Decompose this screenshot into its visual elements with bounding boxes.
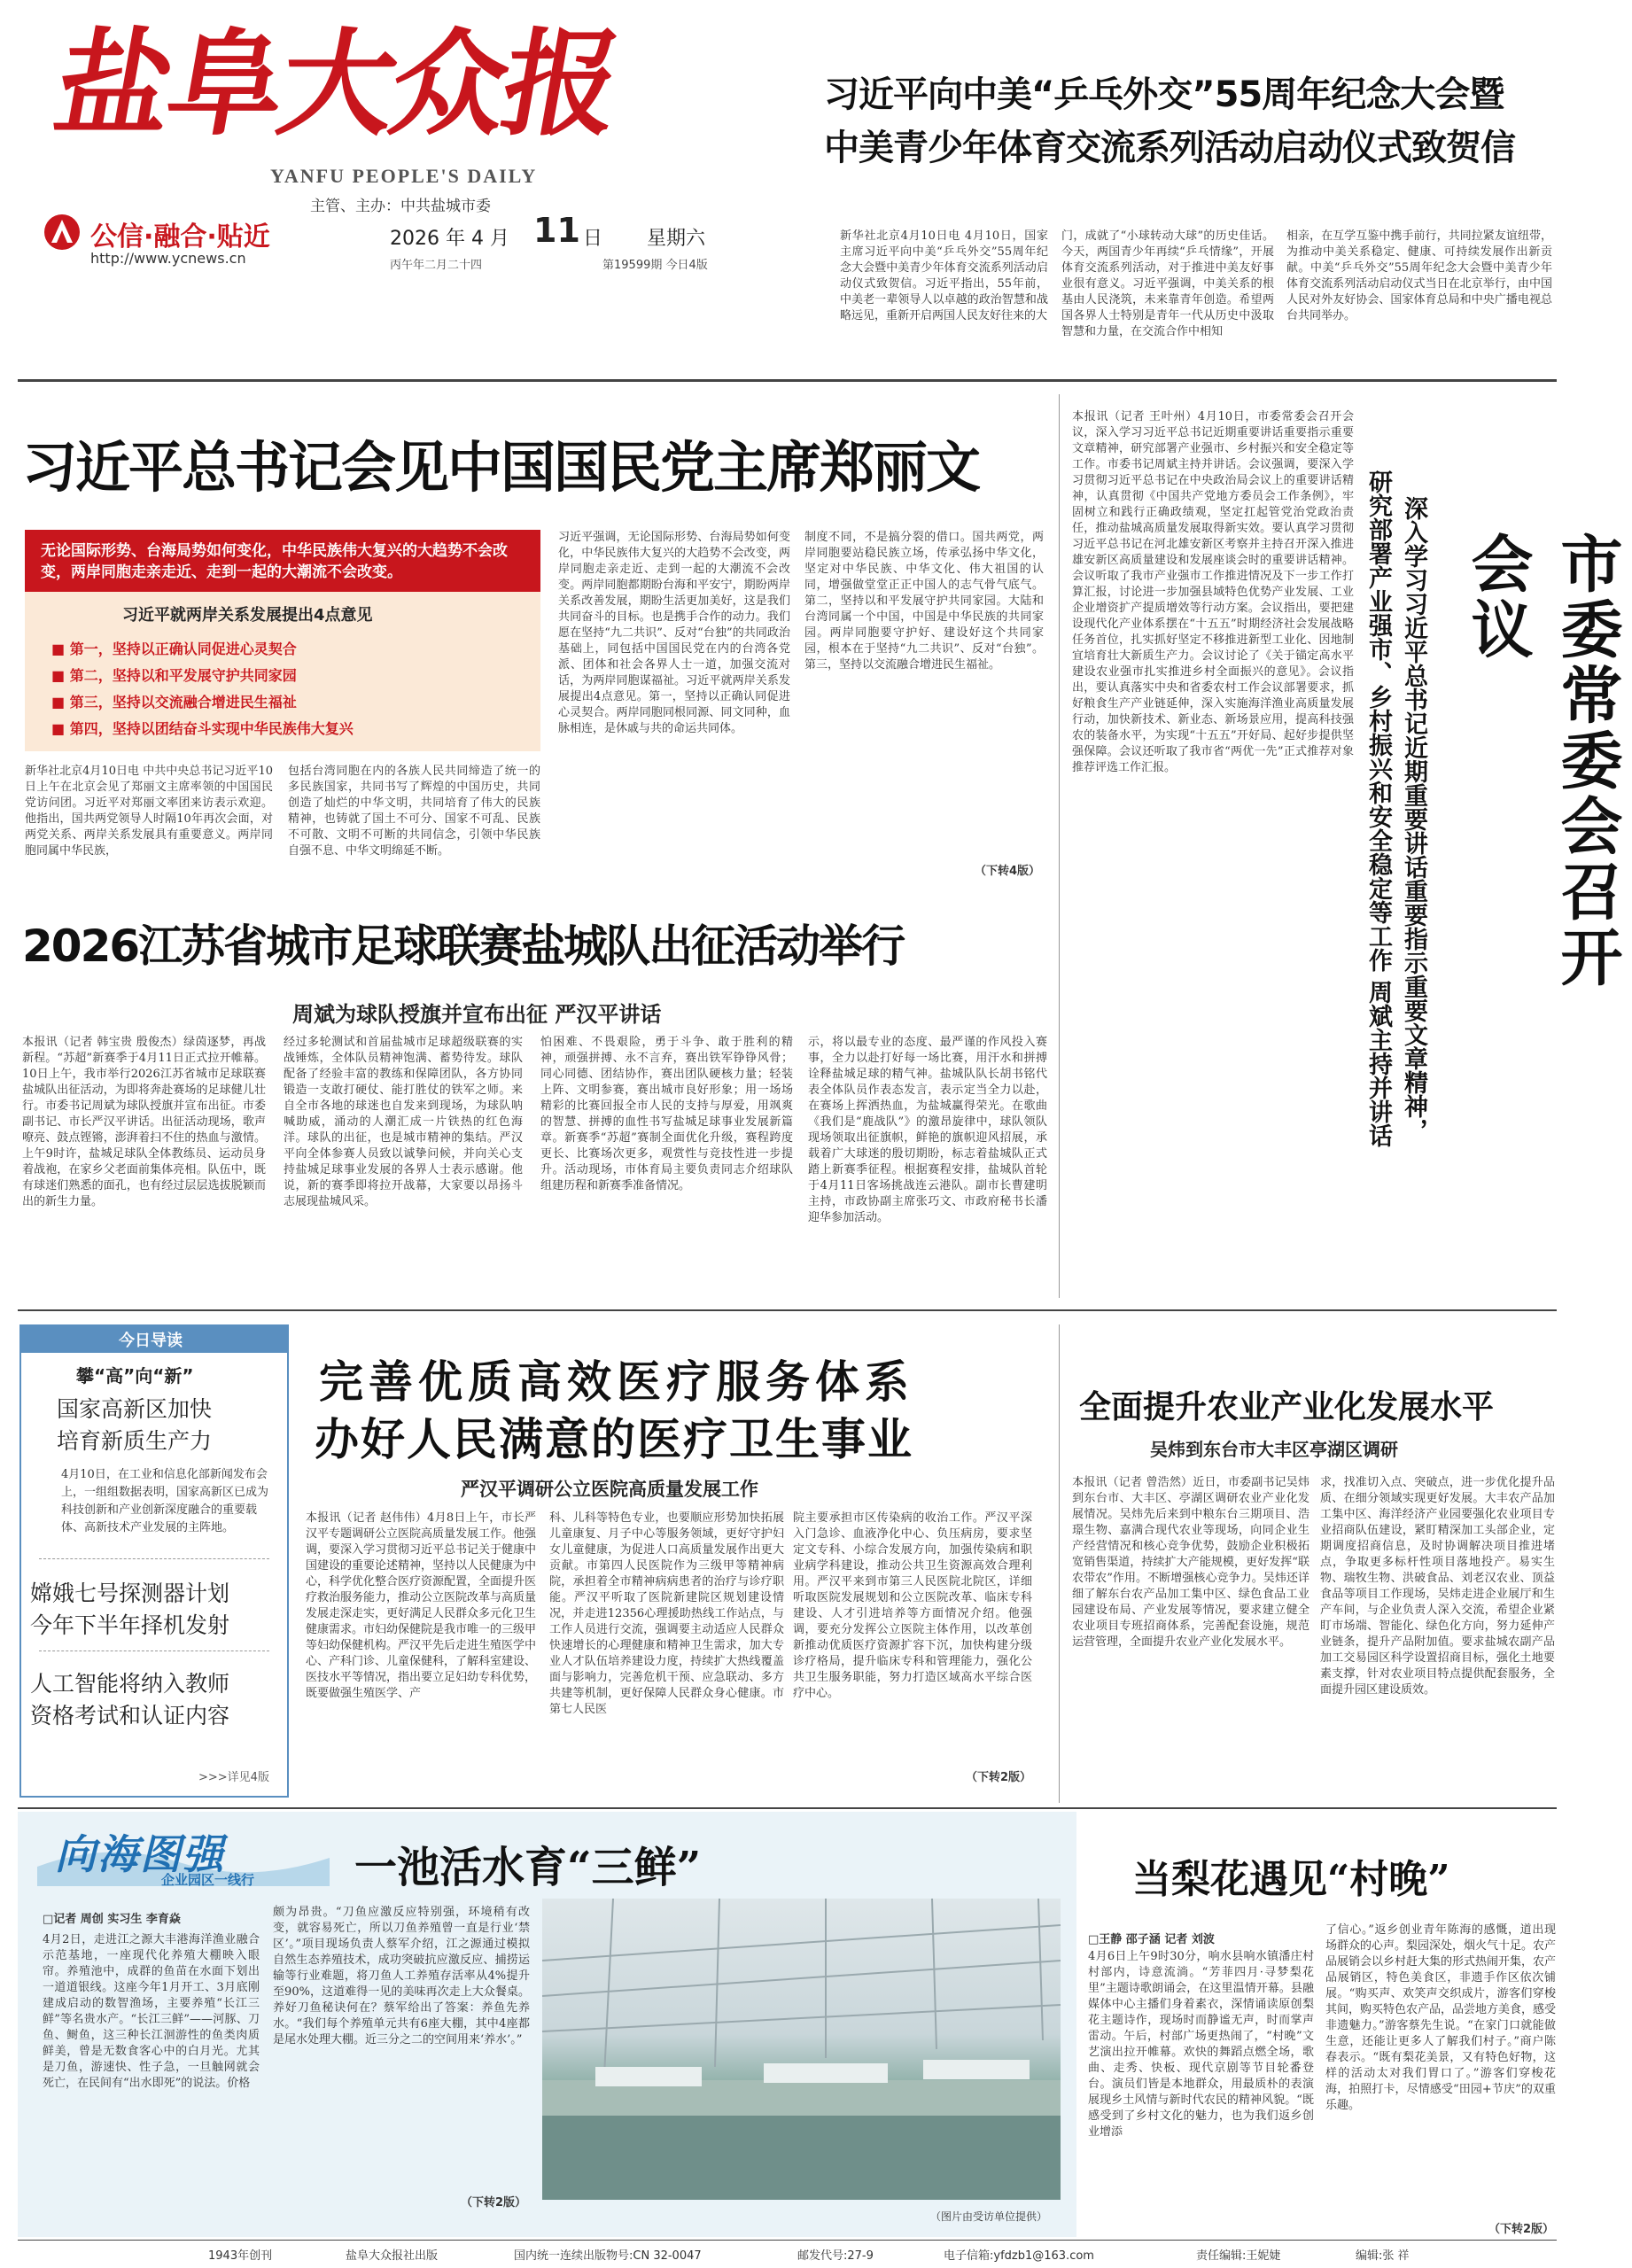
side-subhead-2: 研究部署产业强市、乡村振兴和安全稳定等工作 周斌主持并讲话 xyxy=(1364,470,1392,1148)
medical-subhead: 严汉平调研公立医院高质量发展工作 xyxy=(461,1479,758,1500)
lead-point xyxy=(51,691,297,711)
footer-founded: 1943年创刊 xyxy=(208,2249,273,2263)
lead-continue[interactable]: （下转4版） xyxy=(975,865,1041,878)
pear-col2: 了信心。”返乡创业青年陈海的感慨，道出现场群众的心声。梨园深处，烟火气十足。农产品展销会以乡村赶大集的形式热闹开集，农产品展销区，特色美食区，非遗手作区依次铺展。“购买声、欢笑声交织成片，游客们穿梭其间，购买特色农产品，品尝地方美食，感受非遗魅力。”游客蔡先生说。“在家门口就能做生意，还能让更多人了解我们村子。”商户陈春表示。“既有梨花美景，又有特色好物，这样的活动太对我们胃口了。”游客们穿梭花海，拍照打卡，尽情感受“田园+节庆”的双重乐趣。 xyxy=(1325,1923,1557,2112)
lunar-date: 丙午年二月二十四 xyxy=(390,259,483,272)
bullet-icon: ■ xyxy=(51,667,70,684)
date-day: 11 xyxy=(533,211,580,250)
lead-point xyxy=(51,718,354,738)
newspaper-logo xyxy=(44,214,80,250)
football-subhead: 周斌为球队授旗并宣布出征 严汉平讲话 xyxy=(292,1002,662,1027)
lead-col2: 包括台湾同胞在内的各族人民共同缔造了统一的多民族国家，共同书写了辉煌的中国历史，共同创造了灿烂的中华文明，共同培育了伟大的民族精神，也铸就了国土不可分、国家不可乱、民族不可散、文明不可断的共同信念，引领中华民族自强不息、中华文明绵延不断。 xyxy=(288,765,540,858)
lead-points-box xyxy=(25,592,540,751)
masthead-title: 盐阜大众报 xyxy=(45,16,628,151)
footer-publisher: 盐阜大众报社出版 xyxy=(346,2249,439,2263)
football-col1: 本报讯（记者 韩宝贵 殷俊杰）绿茵逐梦，再战新程。“苏超”新赛季于4月11日正式拉开帷幕。10日上午，我市举行2026江苏省城市足球联赛盐城队出征活动，为即将奔赴赛场的足球健儿壮行。市委书记周斌为球队授旗并宣布出征。市委副书记、市长严汉平讲话。出征活动现场，歌声嘹亮、鼓点铿锵，澎湃着扫不住的热血与激情。上午9时许，盐城足球队全体教练员、运动员身着战袍，在家乡父老面前集体亮相。队伍中，既有球迷们熟悉的面孔，也有经过层层选拔脱颖而出的新生力量。 xyxy=(22,1036,266,1208)
medical-continue[interactable]: （下转2版） xyxy=(966,1771,1032,1784)
pear-continue[interactable]: （下转2版） xyxy=(1488,2223,1555,2236)
sea-logo-text: 向海图强 xyxy=(55,1830,225,1878)
pear-headline: 当梨花遇见“村晚” xyxy=(1132,1857,1450,1902)
issue-number: 第19599期 今日4版 xyxy=(602,259,708,272)
guide-title xyxy=(19,1324,289,1353)
footer-editor: 责任编辑:王妮婕 xyxy=(1196,2249,1281,2263)
guide-title-text: 今日导读 xyxy=(119,1332,183,1350)
football-col2: 经过多轮测试和首届盐城市足球超级联赛的实战锤炼，全体队员精神饱满、蓄势待发。球队配备了经验丰富的教练和保障团队，各方协同锻造一支敢打硬仗、能打胜仗的铁军之师。来自全市各地的球迷也自发来到现场，为球队呐喊助威，涌动的人潮汇成一片铁热的红色海洋。球队的出征，也是城市精神的集结。严汉平向全体参赛人员致以诚挚问候，并向关心支持盐城足球事业发展的各界人士表示感谢。他说，新的赛季即将拉开战幕，大家要以昂扬斗志展现盐城风采。 xyxy=(284,1036,523,1208)
sea-logo-sub: 企业园区一线行 xyxy=(161,1872,255,1888)
logo-icon xyxy=(44,214,80,250)
agri-headline: 全面提升农业产业化发展水平 xyxy=(1079,1388,1495,1425)
lead-banner-text: 无论国际形势、台海局势如何变化，中华民族伟大复兴的大趋势不会改变，两岸同胞走亲走近、走到一起的大潮流不会改变。 xyxy=(41,542,508,581)
medical-headline-1: 完善优质高效医疗服务体系 xyxy=(319,1355,914,1408)
slogan: 公信·融合·贴近 xyxy=(90,221,270,252)
guide-box xyxy=(19,1324,289,1798)
lead-col1: 新华社北京4月10日电 中共中央总书记习近平10日上午在北京会见了郑丽文主席率领的中国国民党访问团。习近平对郑丽文率团来访表示欢迎。他指出，国共两党领导人时隔10年再次会面，对两党关系、两岸关系发展具有重要意义。两岸同胞同属中华民族， xyxy=(25,765,273,858)
side-subhead-1: 深入学习习近平总书记近期重要讲话重要指示重要文章精神， xyxy=(1400,496,1427,1142)
masthead-sponsor: 主管、主办：中共盐城市委 xyxy=(310,198,491,215)
date-block xyxy=(390,211,806,272)
footer-divider xyxy=(18,2240,1557,2241)
pear-byline: □王静 邵子涵 记者 刘波 xyxy=(1088,1933,1215,1946)
football-col3: 怕困难、不畏艰险，勇于斗争、敢于胜利的精神，顽强拼搏、永不言弃，赛出铁军铮铮风骨；同心同德、团结协作，赛出团队硬核力量；轻装上阵、文明参赛，赛出城市良好形象；用一场场精彩的比赛回报全市人民的支持与厚爱，用飒爽的智慧、拼搏的血性书写盐城足球事业发展新篇章。新赛季“苏超”赛制全面优化升级，赛程跨度更长、比赛场次更多，观赏性与竞技性进一步提升。活动现场，市体育局主要负责同志介绍球队组建历程和新赛季准备情况。 xyxy=(540,1036,793,1192)
football-col4: 示，将以最专业的态度、最严谨的作风投入赛事，全力以赴打好每一场比赛，用汗水和拼搏诠释盐城足球的精气神。盐城队队长胡书铭代表全体队员作表态发言，表示定当全力以赴，在赛场上挥洒热血，为盐城赢得荣光。在歌曲《我们是“鹿战队”》的激昂旋律中，球队领队现场领取出征旗帜，鲜艳的旗帜迎风招展，承载着广大球迷的殷切期盼，标志着盐城队正式踏上新赛季征程。根据赛程安排，盐城队首轮于4月11日客场挑战连云港队。副市长曹建明主持，市政协副主席张巧文、市政府秘书长潘迎华参加活动。 xyxy=(808,1036,1047,1224)
sea-col1: 4月2日，走进江之源大丰港海洋渔业融合示范基地，一座现代化养殖大棚映入眼帘。养殖池中，成群的鱼苗在水面下划出一道道银线。这座今年1月开工、3月底刚建成启动的数智渔场，主要养殖“长江三鲜”等名贵水产。“长江三鲜”——河豚、刀鱼、鲥鱼，这三种长江洄游性的鱼类肉质鲜美，曾是无数食客心中的白月光。尤其是刀鱼，游速快、性子急，一旦触网就会死亡，在民间有“出水即死”的说法。价格 xyxy=(43,1933,260,2090)
lead-point-text: 第一，坚持以正确认同促进心灵契合 xyxy=(69,641,297,657)
photo-caption: （图片由受访单位提供） xyxy=(930,2210,1048,2223)
sea-byline: □记者 周创 实习生 李育焱 xyxy=(43,1913,181,1926)
medical-col1: 本报讯（记者 赵伟伟）4月8日上午，市长严汉平专题调研公立医院高质量发展工作。他强调，要深入学习贯彻习近平总书记关于健康中国建设的重要论述精神，坚持以人民健康为中心，科学优化整合医疗资源配置，全面提升医疗救治服务能力，推动公立医院改革与高质量发展走深走实，更好满足人民群众多元化卫生健康需求。市妇幼保健院是我市唯一的三级甲等妇幼保健机构。严汉平先后走进生殖医学中心、产科门诊、儿童保健科，了解科室建设、医技水平等情况，指出要立足妇幼专科优势，既要做强生殖医学、产 xyxy=(306,1511,537,1700)
sea-continue[interactable]: （下转2版） xyxy=(461,2196,527,2210)
lead-col4: 制度不同，不是搞分裂的借口。国共两党，两岸同胞要站稳民族立场，传承弘扬中华文化，坚定对中华民族、中华文化、伟大祖国的认同，增强做堂堂正正中国人的志气骨气底气。第二，坚持以和平发展守护共同家园。大陆和台湾同属一个中国，中国是中华民族的共同家园。两岸同胞要守护好、建设好这个共同家园，根本在于坚持“九二共识”、反对“台独”。第三，坚持以交流融合增进民生福祉。 xyxy=(804,531,1044,672)
lead-points-title: 习近平就两岸关系发展提出4点意见 xyxy=(122,606,373,625)
sea-logo xyxy=(37,1822,330,1886)
agri-divider xyxy=(1059,1324,1060,1803)
guide-item3-a[interactable]: 人工智能将纳入教师 xyxy=(30,1671,230,1697)
football-headline: 2026江苏省城市足球联赛盐城队出征活动举行 xyxy=(22,920,905,972)
lead-point-text: 第四，坚持以团结奋斗实现中华民族伟大复兴 xyxy=(69,720,354,737)
section-divider xyxy=(18,1309,1557,1311)
website[interactable]: http://www.ycnews.cn xyxy=(90,250,246,267)
agri-subhead: 吴炜到东台市大丰区亭湖区调研 xyxy=(1150,1439,1398,1460)
top-headline-line1: 习近平向中美“乒乓外交”55周年纪念大会暨 xyxy=(824,74,1504,115)
lead-point-text: 第三，坚持以交流融合增进民生福祉 xyxy=(69,694,297,711)
bullet-icon: ■ xyxy=(51,720,70,737)
lead-col3: 习近平强调，无论国际形势、台海局势如何变化，中华民族伟大复兴的大趋势不会改变，两岸同胞走亲走近、走到一起的大潮流不会改变。两岸同胞都期盼台海和平安宁，期盼两岸关系改善发展，期盼生活更加美好，这是我们共同奋斗的目标。也是携手合作的动力。我们愿在坚持“九二共识”、反对“台独”的共同政治基础上，同包括中国国民党在内的台湾各党派、团体和社会各界人士一道，加强交流对话，为两岸同胞谋福祉。习近平就两岸关系发展提出4点意见。第一，坚持以正确认同促进心灵契合。两岸同胞同根同源、同文同种，血脉相连，是休戚与共的命运共同体。 xyxy=(558,531,790,735)
guide-item1-title-a[interactable]: 国家高新区加快 xyxy=(57,1396,213,1422)
footer-email[interactable]: 电子信箱:yfdzb1@163.com xyxy=(944,2249,1094,2263)
bullet-icon: ■ xyxy=(51,641,70,657)
footer-cn: 国内统一连续出版物号:CN 32-0047 xyxy=(514,2249,702,2263)
sea-headline: 一池活水育“三鲜” xyxy=(354,1843,702,1892)
lead-headline: 习近平总书记会见中国国民党主席郑丽文 xyxy=(22,435,980,500)
lead-banner xyxy=(25,530,540,592)
guide-item3-b[interactable]: 资格考试和认证内容 xyxy=(30,1703,230,1728)
masthead-divider xyxy=(18,379,1557,382)
top-story-col2: 门，成就了“小球转动大球”的历史佳话。今天，两国青少年再续“乒乓情缘”，开展体育交流系列活动，对于推进中美友好事业很有意义。习近平强调，中美关系的根基由人民浇筑，未来靠青年创造。希望两国各界人士特别是青年一代从历史中汲取智慧和力量，在交流合作中相知 xyxy=(1061,229,1274,338)
pear-col1: 4月6日上午9时30分，响水县响水镇潘庄村村部内，诗意流淌。“芳菲四月·寻梦梨花里”主题诗歌朗诵会，在这里温情开幕。县融媒体中心主播们身着素衣，深情诵读原创梨花主题诗作，现场时而静谧无声，时而掌声雷动。午后，村部广场更热闹了，“村晚”文艺演出拉开帷幕。欢快的舞蹈点燃全场，歌曲、走秀、快板、现代京剧等节目轮番登台。演员们皆是本地群众，用最质朴的表演展现乡土风情与新时代农民的精神风貌。“既感受到了乡村文化的魅力，也为我们返乡创业增添 xyxy=(1088,1950,1314,2139)
guide-item1-body: 4月10日，在工业和信息化部新闻发布会上，一组组数据表明，国家高新区已成为科技创新和产业创新深度融合的重要载体、高新技术产业发展的主阵地。 xyxy=(61,1468,269,1534)
sea-section xyxy=(18,1812,1076,2237)
lead-point xyxy=(51,638,297,658)
guide-divider xyxy=(39,1558,269,1559)
guide-item2-b[interactable]: 今年下半年择机发射 xyxy=(30,1612,230,1638)
lead-point-text: 第二，坚持以和平发展守护共同家园 xyxy=(69,667,297,684)
side-divider xyxy=(1059,394,1060,1298)
lead-point xyxy=(51,664,297,685)
greenhouse-icon xyxy=(542,1899,1061,2200)
top-story-col3: 相亲，在互学互鉴中携手前行，共同拉紧友谊纽带，为推动中美关系稳定、健康、可持续发展作出新贡献。中美“乒乓外交”55周年纪念大会暨中美青少年体育交流系列活动启动仪式当日在北京举行，由中国人民对外友好协会、国家体育总局和中央广播电视总台共同举办。 xyxy=(1286,229,1552,322)
date-day-suffix: 日 xyxy=(583,228,603,250)
guide-item1-title-b[interactable]: 培育新质生产力 xyxy=(57,1428,213,1454)
top-story-col1: 新华社北京4月10日电 4月10日，国家主席习近平向中美“乒乓外交”55周年纪念大会暨中美青少年体育交流系列活动启动仪式致贺信。习近平指出，55年前，中美老一辈领导人以卓越的政治智慧和战略远见，重新开启两国人民友好往来的大 xyxy=(840,229,1048,322)
medical-col3: 院主要承担市区传染病的收治工作。严汉平深入门急诊、血液净化中心、负压病房，要求坚定文专科、小综合发展方向，加强传染病和职业病学科建设，推动公共卫生资源高效合理利用。严汉平来到市第三人民医院北院区，详细听取医院发展规划和公立医院改革、临床专科建设、人才引进培养等方面情况介绍。他强调，要充分发挥公立医院主体作用，以改革创新推动优质医疗资源扩容下沉，加快构建分级诊疗格局，提升临床专科和管理能力，强化公共卫生服务职能，努力打造区域高水平综合医疗中心。 xyxy=(793,1511,1032,1700)
guide-more-link[interactable]: >>>详见4版 xyxy=(198,1771,269,1784)
agri-col2: 求，找准切入点、突破点，进一步优化提升品质、在细分领域实现更好发展。大丰农产品加工集中区、海洋经济产业园要强化农业项目专业招商队伍建设，紧盯精深加工头部企业，定期调度招商信息，及时协调解决项目推进堵点，争取更多标杆性项目落地投产。易实生物、瑞牧生物、洪破食品、刘老汉农业、顶益食品等项目工作现场，吴炜走进企业展厅和生产车间，与企业负责人深入交流，希望企业紧盯市场端、智能化、绿色化方向，努力延伸产业链条，提升产品附加值。要求盐城农副产品加工交易园区科学设置招商目标，强化土地要素支撑，针对农业项目特点提供配套服务，全面提升园区建设质效。 xyxy=(1320,1476,1555,1697)
masthead-pinyin: YANFU PEOPLE'S DAILY xyxy=(270,165,538,187)
top-headline-line2: 中美青少年体育交流系列活动启动仪式致贺信 xyxy=(824,128,1515,168)
masthead xyxy=(18,18,815,372)
weekday: 星期六 xyxy=(647,228,706,250)
bullet-icon: ■ xyxy=(51,694,70,711)
footer-postal: 邮发代号:27-9 xyxy=(797,2249,874,2263)
section-divider xyxy=(18,1807,1557,1809)
fish-farm-photo xyxy=(542,1899,1061,2200)
side-story-body: 本报讯（记者 王叶州）4月10日，市委常委会召开会议，深入学习习近平总书记近期重要讲话重要指示重要文章精神，研究部署产业强市、乡村振兴和安全稳定等工作。市委书记周斌主持并讲话。会议强调，要深入学习贯彻习近平总书记在中央政治局会议上的重要讲话精神，认真贯彻《中国共产党地方委员会工作条例》，牢固树立和践行正确政绩观，坚定扛起管党治党政治责任，推动盐城高质量发展取得新实效。要认真学习贯彻习近平总书记在河北雄安新区考察并主持召开深入推进雄安新区高质量建设和发展座谈会时的重要讲话精神。会议听取了我市产业强市工作推进情况及下一步工作打算汇报，讨论进一步加强县域特色优势产业发展、工业企业增资扩产提质增效等行动方案。会议指出，要把建设现代化产业体系摆在“十五五”时期经济社会发展战略任务首位，扎实抓好坚定不移推进新型工业化、因地制宜培育壮大新质生产力。会议讨论了《关于锚定高水平建设农业强市扎实推进乡村全面振兴的意见》。会议指出，要认真落实中央和省委农村工作会议部署要求，抓好粮食生产产业链延伸，深入实施海洋渔业高质量发展行动，加快新技术、新业态、新场景应用，提高科技强农的装备水平，为实现“十五五”开好局、起好步提供坚强保障。会议还听取了我市省“两优一先”正式推荐对象推荐评选工作汇报。 xyxy=(1072,410,1354,774)
guide-item2-a[interactable]: 嫦娥七号探测器计划 xyxy=(30,1581,230,1606)
guide-item1-kicker: 攀“高”向“新” xyxy=(76,1365,194,1386)
footer xyxy=(18,2243,1557,2264)
medical-headline-2: 办好人民满意的医疗卫生事业 xyxy=(315,1413,913,1465)
sea-col2: 颇为昂贵。“刀鱼应激反应特别强，环境稍有改变，就容易死亡，所以刀鱼养殖曾一直是行业‘禁区’。”项目现场负责人蔡军介绍，江之源通过模拟自然生态养殖技术，成功突破抗应激反应、捕捞运输等行业难题，将刀鱼人工养殖存活率从4%提升至90%，这道难得一见的美味再次走上大众餐桌。养好刀鱼秘诀何在？蔡军给出了答案：养鱼先养水。“我们每个养殖单元共有6座大棚，其中4座都是尾水处理大棚。近三分之二的空间用来‘养水’。” xyxy=(273,1906,530,2047)
agri-col1: 本报讯（记者 曾浩然）近日，市委副书记吴炜到东台市、大丰区、亭湖区调研农业产业化发展情况。吴炜先后来到中粮东台三期项目、浩璟生物、嘉满合现代农业等现场，向同企业生产经营情况和核心竞争优势，鼓励企业积极拓宽销售渠道，持续扩大产能规模，更好发挥“联农带农”作用。不断增强核心竞争力。吴炜还详细了解东台农产品加工集中区、绿色食品工业园建设布局、产业发展等情况，要求建立健全农业项目专班招商体系，完善配套设施，规范运营管理，全面提升农业产业化发展水平。 xyxy=(1072,1476,1309,1649)
medical-col2: 科、儿科等特色专业，也要顺应形势加快拓展儿童康复、月子中心等服务领域，更好守护妇女儿童健康，为促进人口高质量发展作出更大贡献。市第四人民医院作为三级甲等精神病院，承担着全市精神病病患者的治疗与诊疗职能。严汉平听取了医院新建院区规划建设情况，并走进12356心理援助热线工作站点，与工作人员进行交流，强调要主动适应人民群众快速增长的心理健康和精神卫生需求，加大专业人才队伍培养建设力度，持续扩大热线覆盖面与影响力，完善危机干预、应急联动、多方共建等机制，更好保障人民群众身心健康。市第七人民医 xyxy=(549,1511,784,1716)
date-label: 2026 年 4 月 xyxy=(390,228,509,250)
side-headline: 市委常委会召开会议 xyxy=(1461,532,1623,990)
footer-layout-editor: 编辑:张 祥 xyxy=(1356,2249,1410,2263)
